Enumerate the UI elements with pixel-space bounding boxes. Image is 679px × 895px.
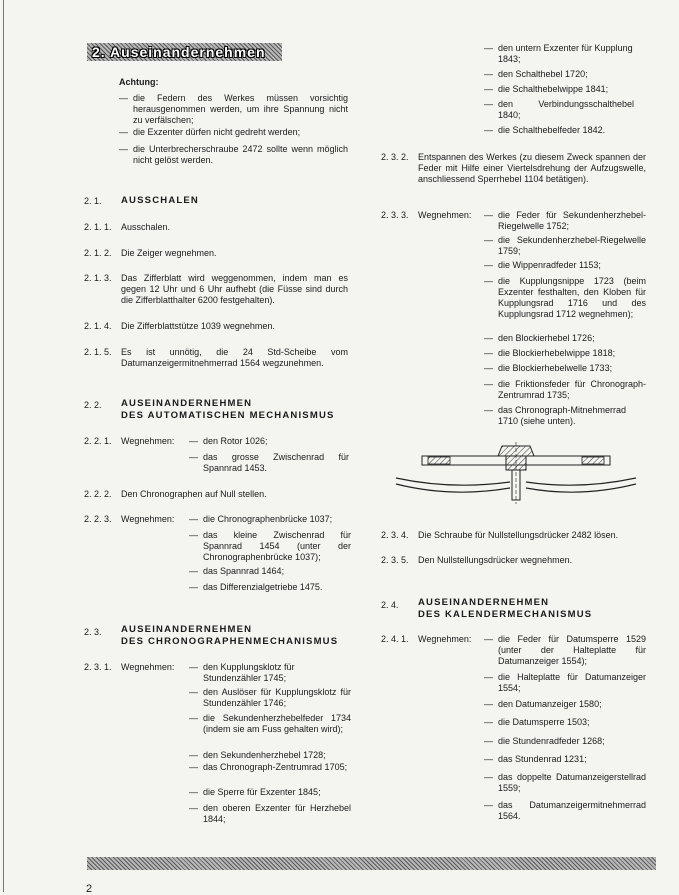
list-item: — den Verbindungsschalthebel 1840;	[498, 99, 634, 121]
section-heading: DES KALENDERMECHANISMUS	[418, 609, 593, 620]
list-item: — das grosse Zwischenrad für Spannrad 1453.	[203, 452, 349, 474]
list-item: — das Datumanzeigermitnehmerrad 1564.	[498, 800, 646, 822]
paragraph-number: 2. 2. 2.	[84, 489, 112, 499]
wegnehmen-label: Wegnehmen:	[418, 210, 472, 220]
scan-edge-line	[3, 0, 4, 892]
list-item: — das Differenzialgetriebe 1475.	[203, 582, 351, 593]
paragraph-number: 2. 2. 1.	[84, 436, 112, 446]
list-item: — das Chronograph-Mitnehmerrad 1710 (siehe unten).	[498, 405, 646, 427]
list-item: — das kleine Zwischenrad für Spannrad 1454 (unter der Chronographenbrücke 1037);	[203, 530, 351, 563]
paragraph-text: Entspannen des Werkes (zu diesem Zweck spannen der Feder mit Hilfe einer Viertelsdrehung der Aufzugswelle, anschliessend Sperrhebel 1104 betätigen).	[418, 152, 646, 184]
paragraph-number: 2. 1. 2.	[84, 248, 112, 258]
wegnehmen-label: Wegnehmen:	[418, 634, 472, 644]
list-item: — die Schalthebelfeder 1842.	[498, 125, 648, 136]
list-item: — den Schalthebel 1720;	[498, 69, 648, 80]
list-item: — den Rotor 1026;	[203, 436, 349, 447]
paragraph-text: Den Chronographen auf Null stellen.	[121, 489, 267, 499]
section-number: 2. 3.	[84, 627, 102, 637]
paragraph-number: 2. 1. 5.	[84, 347, 112, 357]
list-item: — die Friktionsfeder für Chronograph-Zentrumrad 1735;	[498, 379, 646, 401]
list-item: — die Blockierhebelwippe 1818;	[498, 348, 646, 359]
paragraph-number: 2. 3. 2.	[381, 152, 409, 162]
achtung-item: — die Federn des Werkes müssen vorsichtig herausgenommen werden, um ihre Spannung nicht zu verfälschen;	[133, 93, 348, 126]
list-item: — den Kupplungsklotz für Stundenzähler 1745;	[203, 662, 351, 684]
paragraph-number: 2. 1. 4.	[84, 321, 112, 331]
list-item: — die Chronographenbrücke 1037;	[203, 514, 351, 525]
list-item: — das Chronograph-Zentrumrad 1705;	[203, 762, 351, 773]
achtung-item: — die Exzenter dürfen nicht gedreht werden;	[133, 127, 348, 138]
section-heading: AUSEINANDERNEHMEN	[121, 398, 253, 409]
list-item: — das doppelte Datumanzeigerstellrad 1559;	[498, 772, 646, 794]
section-heading: AUSSCHALEN	[121, 195, 199, 206]
paragraph-text: Die Schraube für Nullstellungsdrücker 2482 lösen.	[418, 530, 619, 540]
list-item: — das Stundenrad 1231;	[498, 754, 646, 765]
list-item: — die Halteplatte für Datumanzeiger 1554;	[498, 672, 646, 694]
section-heading: AUSEINANDERNEHMEN	[418, 597, 550, 608]
paragraph-number: 2. 3. 4.	[381, 530, 409, 540]
list-item: — die Wippenradfeder 1153;	[498, 260, 646, 271]
list-item: — den Blockierhebel 1726;	[498, 333, 646, 344]
paragraph-text: Die Zeiger wegnehmen.	[121, 248, 217, 258]
section-number: 2. 4.	[381, 600, 399, 610]
paragraph-number: 2. 3. 3.	[381, 210, 409, 220]
wegnehmen-label: Wegnehmen:	[121, 514, 175, 524]
section-number: 2. 1.	[84, 196, 102, 206]
list-item: — die Schalthebelwippe 1841;	[498, 84, 648, 95]
list-item: — den Sekundenherzhebel 1728;	[203, 750, 351, 761]
paragraph-number: 2. 3. 1.	[84, 662, 112, 672]
paragraph-number: 2. 4. 1.	[381, 634, 409, 644]
list-item: — den Datumanzeiger 1580;	[498, 699, 646, 710]
list-item: — das Spannrad 1464;	[203, 566, 351, 577]
paragraph-text: Das Zifferblatt wird weggenommen, indem man es gegen 12 Uhr und 6 Uhr aufhebt (die Füsse sind durch die Zifferblatthalter 6200 festgehalten).	[121, 273, 348, 305]
paragraph-number: 2. 3. 5.	[381, 555, 409, 565]
list-item: — die Datumsperre 1503;	[498, 717, 646, 728]
list-item: — die Stundenradfeder 1268;	[498, 736, 646, 747]
list-item: — den Auslöser für Kupplungsklotz für Stundenzähler 1746;	[203, 687, 351, 709]
list-item: — den oberen Exzenter für Herzhebel 1844;	[203, 803, 351, 825]
list-item: — die Blockierhebelwelle 1733;	[498, 363, 646, 374]
section-heading: DES AUTOMATISCHEN MECHANISMUS	[121, 410, 335, 421]
section-heading: AUSEINANDERNEHMEN	[121, 624, 253, 635]
paragraph-text: Ausschalen.	[121, 222, 171, 232]
list-item: — die Feder für Datumsperre 1529 (unter der Halteplatte für Datumanzeiger 1554);	[498, 634, 646, 667]
page-title: 2. Auseinandernehmen	[92, 44, 266, 60]
section-heading: DES CHRONOGRAPHENMECHANISMUS	[121, 636, 339, 647]
mechanism-cross-section-drawing	[392, 438, 640, 518]
achtung-item: — die Unterbrecherschraube 2472 sollte wenn möglich nicht gelöst werden.	[133, 144, 348, 166]
paragraph-text: Den Nullstellungsdrücker wegnehmen.	[418, 555, 573, 565]
page-number: 2	[86, 883, 93, 895]
wegnehmen-label: Wegnehmen:	[121, 436, 175, 446]
achtung-label: Achtung:	[119, 77, 159, 87]
list-item: — die Feder für Sekundenherzhebel-Riegelwelle 1752;	[498, 210, 646, 232]
paragraph-number: 2. 1. 1.	[84, 222, 112, 232]
list-item: — die Sekundenherzhebel-Riegelwelle 1759;	[498, 235, 646, 257]
paragraph-number: 2. 1. 3.	[84, 273, 112, 283]
section-number: 2. 2.	[84, 400, 102, 410]
footer-bar	[87, 857, 656, 870]
paragraph-number: 2. 2. 3.	[84, 514, 112, 524]
list-item: — die Sekundenherzhebelfeder 1734 (indem sie am Fuss gehalten wird);	[203, 713, 351, 735]
list-item: — die Sperre für Exzenter 1845;	[203, 787, 351, 798]
list-item: — den untern Exzenter für Kupplung 1843;	[498, 43, 648, 65]
wegnehmen-label: Wegnehmen:	[121, 662, 175, 672]
list-item: — die Kupplungsnippe 1723 (beim Exzenter festhalten, den Kloben für Kupplungsrad 1716 und des Kupplungsrad 1712 wegnehmen);	[498, 276, 646, 320]
paragraph-text: Es ist unnötig, die 24 Std-Scheibe vom Datumanzeigermitnehmerrad 1564 wegzunehmen.	[121, 347, 348, 368]
paragraph-text: Die Zifferblattstütze 1039 wegnehmen.	[121, 321, 275, 331]
